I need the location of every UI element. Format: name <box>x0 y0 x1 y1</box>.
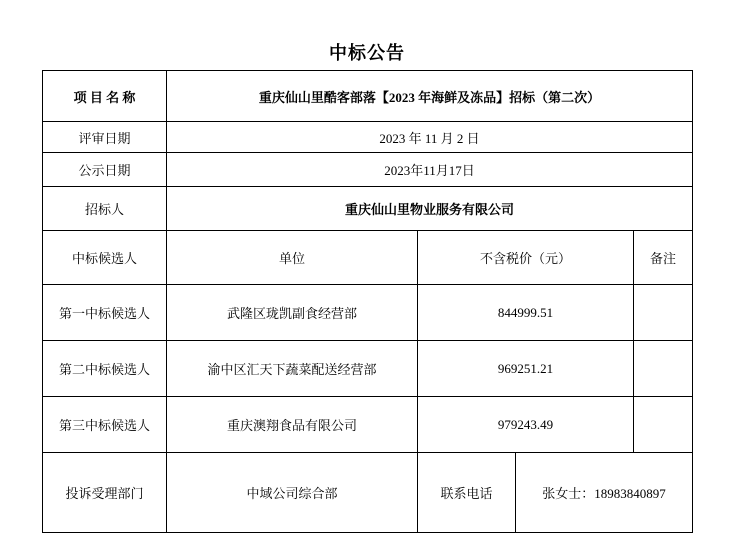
announcement-table <box>42 70 693 533</box>
candidate-3-label: 第三中标候选人 <box>43 397 167 453</box>
tenderer-label: 招标人 <box>43 187 167 231</box>
complaint-row <box>43 453 693 533</box>
review-date-label: 评审日期 <box>43 122 167 153</box>
tenderer-row <box>43 187 693 231</box>
candidate-3-remark <box>634 397 693 453</box>
candidate-row-2 <box>43 341 693 397</box>
project-name-value: 重庆仙山里酷客部落【2023 年海鲜及冻品】招标（第二次） <box>167 71 693 122</box>
candidate-3-unit: 重庆澳翔食品有限公司 <box>167 397 418 453</box>
complaint-dept-value: 中域公司综合部 <box>167 453 418 533</box>
candidate-2-price: 969251.21 <box>418 341 634 397</box>
candidate-1-label: 第一中标候选人 <box>43 285 167 341</box>
candidate-row-3 <box>43 397 693 453</box>
remark-header-label: 备注 <box>634 231 693 285</box>
candidate-2-remark <box>634 341 693 397</box>
page-title: 中标公告 <box>329 43 405 63</box>
candidate-1-remark <box>634 285 693 341</box>
price-header-label: 不含税价（元） <box>418 231 634 285</box>
review-date-value: 2023 年 11 月 2 日 <box>167 122 693 153</box>
publicity-date-value: 2023年11月17日 <box>167 153 693 187</box>
publicity-date-row <box>43 153 693 187</box>
candidate-1-price: 844999.51 <box>418 285 634 341</box>
candidate-header-row <box>43 231 693 285</box>
candidate-2-unit: 渝中区汇天下蔬菜配送经营部 <box>167 341 418 397</box>
candidate-1-unit: 武隆区珑凯副食经营部 <box>167 285 418 341</box>
project-name-row <box>43 71 693 122</box>
candidate-2-label: 第二中标候选人 <box>43 341 167 397</box>
contact-phone-value: 张女士：18983840897 <box>516 453 693 533</box>
candidate-header-label: 中标候选人 <box>43 231 167 285</box>
candidate-row-1 <box>43 285 693 341</box>
candidate-3-price: 979243.49 <box>418 397 634 453</box>
publicity-date-label: 公示日期 <box>43 153 167 187</box>
review-date-row <box>43 122 693 153</box>
complaint-dept-label: 投诉受理部门 <box>43 453 167 533</box>
contact-phone-label: 联系电话 <box>418 453 516 533</box>
unit-header-label: 单位 <box>167 231 418 285</box>
tenderer-value: 重庆仙山里物业服务有限公司 <box>167 187 693 231</box>
project-name-label: 项 目 名 称 <box>43 71 167 122</box>
